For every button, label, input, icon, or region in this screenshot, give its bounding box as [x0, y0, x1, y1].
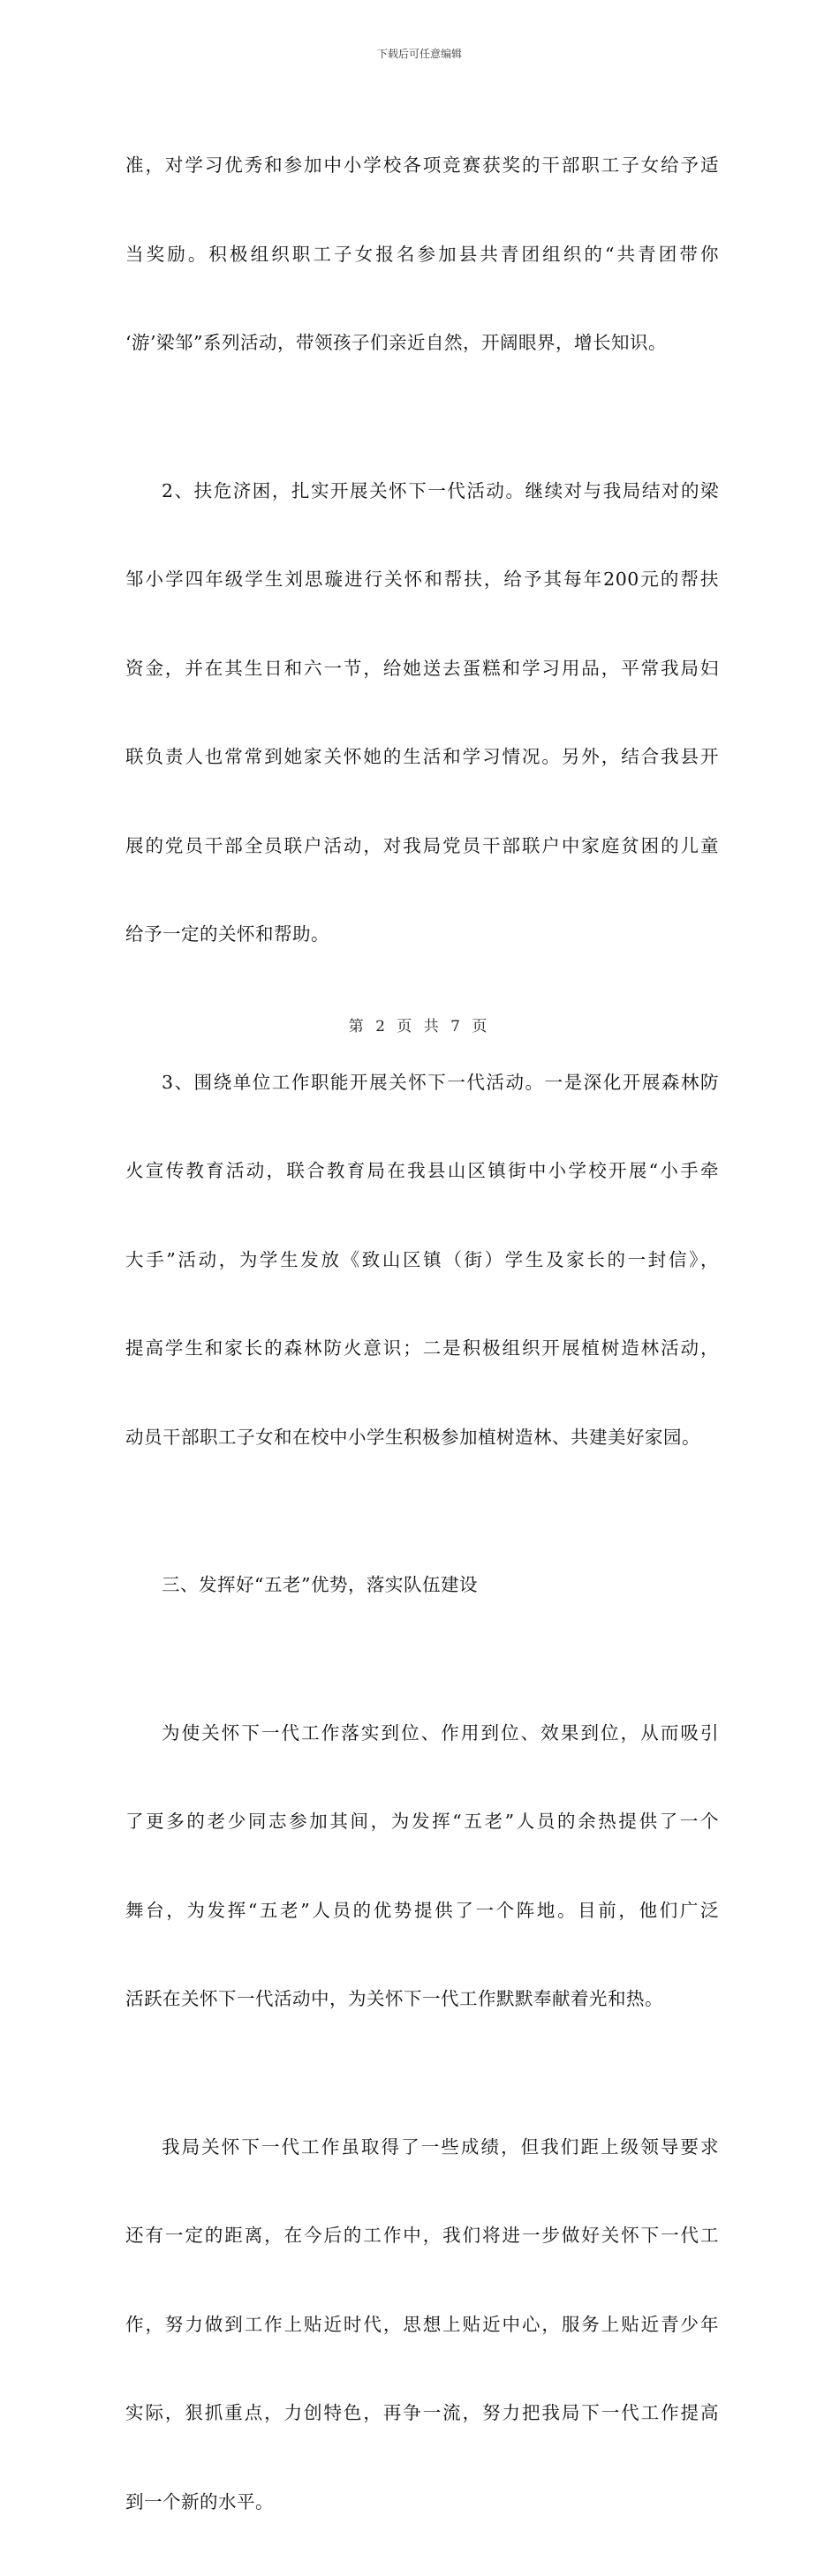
text-line: 3、围绕单位工作职能开展关怀下一代活动。一是深化开展森林防	[125, 1068, 719, 1098]
text-line: 实际，狠抓重点，力创特色，再争一流，努力把我局下一代工作提高	[125, 2399, 719, 2429]
text-line: 火宣传教育活动，联合教育局在我县山区镇街中小学校开展“小手牵	[125, 1156, 719, 1186]
text-line: 作，努力做到工作上贴近时代，思想上贴近中心，服务上贴近青少年	[125, 2310, 719, 2340]
text-line: 当奖励。积极组织职工子女报名参加县共青团组织的“共青团带你	[125, 240, 719, 270]
paragraph-5	[125, 1660, 719, 2074]
text-line: 邹小学四年级学生刘思璇进行关怀和帮扶，给予其每年200元的帮扶	[125, 565, 719, 595]
paragraph-3	[125, 1009, 719, 1512]
text-line: 给予一定的关怀和帮助。	[125, 920, 719, 950]
paragraph-2	[125, 418, 719, 1009]
section-heading-text: 三、发挥好“五老”优势，落实队伍建设	[125, 1570, 719, 1601]
section-heading	[125, 1511, 719, 1660]
text-line: 资金，并在其生日和六一节，给她送去蛋糕和学习用品，平常我局妇	[125, 654, 719, 684]
page-number: 第 2 页 共 7 页	[0, 1017, 839, 1036]
text-line: 提高学生和家长的森林防火意识；二是积极组织开展植树造林活动，	[125, 1334, 719, 1364]
text-line: 2、扶危济困，扎实开展关怀下一代活动。继续对与我局结对的梁	[125, 477, 719, 507]
text-line: ‘游’梁邹”系列活动，带领孩子们亲近自然，开阔眼界，增长知识。	[125, 328, 719, 358]
text-line: 准，对学习优秀和参加中小学校各项竞赛获奖的干部职工子女给予适	[125, 151, 719, 181]
text-line: 为使关怀下一代工作落实到位、作用到位、效果到位，从而吸引	[125, 1719, 719, 1749]
text-line: 了更多的老少同志参加其间，为发挥“五老”人员的余热提供了一个	[125, 1807, 719, 1837]
text-line: 舞台，为发挥“五老”人员的优势提供了一个阵地。目前，他们广泛	[125, 1896, 719, 1926]
text-line: 活跃在关怀下一代活动中，为关怀下一代工作默默奉献着光和热。	[125, 1985, 719, 2015]
text-line: 大手”活动，为学生发放《致山区镇（街）学生及家长的一封信》，	[125, 1246, 719, 1276]
paragraph-1	[125, 92, 719, 418]
page-header-note: 下载后可任意编辑	[0, 47, 839, 61]
text-line: 联负责人也常常到她家关怀她的生活和学习情况。另外，结合我县开	[125, 742, 719, 772]
document-body	[125, 92, 719, 2576]
text-line: 到一个新的水平。	[125, 2488, 719, 2518]
text-line: 还有一定的距离，在今后的工作中，我们将进一步做好关怀下一代工	[125, 2221, 719, 2251]
text-line: 我局关怀下一代工作虽取得了一些成绩，但我们距上级领导要求	[125, 2133, 719, 2163]
text-line: 展的党员干部全员联户活动，对我局党员干部联户中家庭贫困的儿童	[125, 832, 719, 862]
text-line: 动员干部职工子女和在校中小学生积极参加植树造林、共建美好家园。	[125, 1423, 719, 1453]
paragraph-6	[125, 2074, 719, 2576]
